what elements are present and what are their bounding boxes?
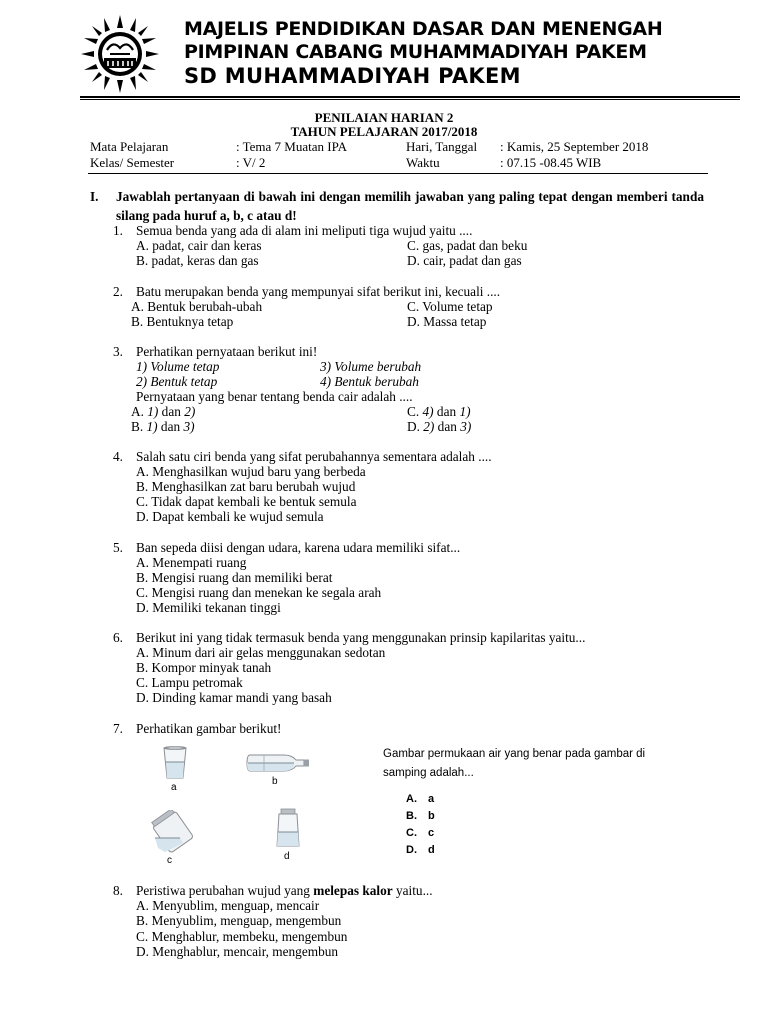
figure-label-c: c — [167, 855, 172, 866]
q3-option-c-conj: dan — [433, 404, 460, 419]
q6-text: Berikut ini yang tidak termasuk benda yang menggunakan prinsip kapilaritas yaitu... — [136, 630, 586, 645]
q3-option-b — [131, 419, 195, 434]
exam-year: TAHUN PELAJARAN 2017/2018 — [290, 124, 478, 139]
q7-side-line-1: Gambar permukaan air yang benar pada gambar di — [383, 748, 646, 760]
q5-number: 5. — [113, 540, 123, 555]
q7-option-a: a — [428, 793, 435, 805]
letterhead-rule-thick — [80, 96, 740, 98]
letterhead-school-name: SD MUHAMMADIYAH PAKEM — [184, 64, 521, 88]
q3-option-a-letter: A. — [131, 404, 144, 419]
q6-option-d: D. Dinding kamar mandi yang basah — [136, 690, 332, 705]
q8-number: 8. — [113, 883, 123, 898]
q3-option-c-first: 4) — [422, 404, 434, 419]
q4-option-c: C. Tidak dapat kembali ke bentuk semula — [136, 494, 357, 509]
q3-option-a-conj: dan — [158, 404, 185, 419]
q2-option-b: B. Bentuknya tetap — [131, 314, 234, 329]
q4-option-b: B. Menghasilkan zat baru berubah wujud — [136, 479, 356, 494]
q3-statement-1: 1) Volume tetap — [136, 359, 220, 374]
q1-option-a: A. padat, cair dan keras — [136, 238, 262, 253]
bottle-horizontal-icon — [246, 752, 310, 774]
q7-option-a-letter: A. — [406, 793, 417, 805]
exam-title: PENILAIAN HARIAN 2 — [314, 110, 454, 125]
q7-option-b-letter: B. — [406, 810, 417, 822]
q3-option-b-first: 1) — [146, 419, 158, 434]
q3-option-d — [407, 419, 471, 434]
figure-label-a: a — [171, 782, 177, 793]
q7-option-d: d — [428, 844, 435, 856]
q8-option-b: B. Menyublim, menguap, mengembun — [136, 913, 342, 928]
q3-option-c — [407, 404, 471, 419]
q6-option-a: A. Minum dari air gelas menggunakan sedotan — [136, 645, 386, 660]
class-label: Kelas/ Semester — [90, 155, 175, 170]
q3-option-b-letter: B. — [131, 419, 144, 434]
time-value: : 07.15 -08.45 WIB — [500, 155, 602, 170]
q3-text: Perhatikan pernyataan berikut ini! — [136, 344, 318, 359]
q5-option-b: B. Mengisi ruang dan memiliki berat — [136, 570, 333, 585]
section-instruction: Jawablah pertanyaan di bawah ini dengan memilih jawaban yang paling tepat dengan memberi tanda silang pada huruf a, b, c atau d! — [116, 189, 704, 223]
q4-option-d: D. Dapat kembali ke wujud semula — [136, 509, 324, 524]
q5-option-d: D. Memiliki tekanan tinggi — [136, 600, 281, 615]
figure-label-d: d — [284, 851, 290, 862]
q3-option-a-first: 1) — [147, 404, 159, 419]
date-value: : Kamis, 25 September 2018 — [500, 139, 649, 154]
q3-option-b-second: 3) — [183, 419, 195, 434]
q1-option-c: C. gas, padat dan beku — [407, 238, 528, 253]
q2-text: Batu merupakan benda yang mempunyai sifat berikut ini, kecuali .... — [136, 284, 501, 299]
q7-option-c-letter: C. — [406, 827, 417, 839]
q5-text: Ban sepeda diisi dengan udara, karena udara memiliki sifat... — [136, 540, 461, 555]
q2-option-a: A. Bentuk berubah-ubah — [131, 299, 263, 314]
q1-option-b: B. padat, keras dan gas — [136, 253, 259, 268]
muhammadiyah-logo-icon — [80, 14, 160, 94]
q6-option-b: B. Kompor minyak tanah — [136, 660, 272, 675]
header-divider — [88, 173, 708, 174]
q2-option-d: D. Massa tetap — [407, 314, 487, 329]
q8-text — [136, 883, 433, 898]
q8-text-pre: Peristiwa perubahan wujud yang — [136, 883, 314, 898]
q1-option-d: D. cair, padat dan gas — [407, 253, 522, 268]
glass-inverted-icon — [273, 808, 303, 848]
q3-option-d-conj: dan — [434, 419, 461, 434]
q3-option-d-second: 3) — [460, 419, 472, 434]
letterhead-text — [184, 18, 662, 89]
q8-option-d: D. Menghablur, mencair, mengembun — [136, 944, 339, 959]
q7-option-b: b — [428, 810, 435, 822]
q3-number: 3. — [113, 344, 123, 359]
q3-option-a-second: 2) — [184, 404, 196, 419]
date-label: Hari, Tanggal — [406, 139, 478, 154]
time-label: Waktu — [406, 155, 440, 170]
q3-statement-4: 4) Bentuk berubah — [320, 374, 419, 389]
q2-number: 2. — [113, 284, 123, 299]
glass-upright-icon — [160, 746, 190, 780]
q1-number: 1. — [113, 223, 123, 238]
subject-label: Mata Pelajaran — [90, 139, 169, 154]
q5-option-c: C. Mengisi ruang dan menekan ke segala arah — [136, 585, 382, 600]
figure-label-b: b — [272, 776, 278, 787]
section-number: I. — [90, 189, 99, 204]
class-value: : V/ 2 — [236, 155, 266, 170]
letterhead-line-1: MAJELIS PENDIDIKAN DASAR DAN MENENGAH — [184, 18, 663, 40]
q5-option-a: A. Menempati ruang — [136, 555, 247, 570]
letterhead-rule-thin — [80, 99, 740, 100]
q3-statement-3: 3) Volume berubah — [320, 359, 422, 374]
q8-text-post: yaitu... — [392, 883, 433, 898]
q4-text: Salah satu ciri benda yang sifat perubahannya sementara adalah .... — [136, 449, 492, 464]
jar-tilted-icon — [150, 810, 196, 854]
q3-option-d-first: 2) — [423, 419, 435, 434]
q6-number: 6. — [113, 630, 123, 645]
q7-text: Perhatikan gambar berikut! — [136, 721, 282, 736]
q8-text-bold: melepas kalor — [313, 883, 393, 898]
q4-option-a: A. Menghasilkan wujud baru yang berbeda — [136, 464, 366, 479]
q3-option-c-letter: C. — [407, 404, 420, 419]
q7-option-d-letter: D. — [406, 844, 417, 856]
q3-option-b-conj: dan — [157, 419, 184, 434]
q7-side-line-2: samping adalah... — [383, 767, 474, 779]
q8-option-a: A. Menyublim, menguap, mencair — [136, 898, 320, 913]
q3-question: Pernyataan yang benar tentang benda cair adalah .... — [136, 389, 413, 404]
q2-option-c: C. Volume tetap — [407, 299, 493, 314]
letterhead — [80, 12, 740, 97]
letterhead-line-2: PIMPINAN CABANG MUHAMMADIYAH PAKEM — [184, 41, 647, 63]
q3-option-a — [131, 404, 195, 419]
q3-option-d-letter: D. — [407, 419, 420, 434]
q8-option-c: C. Menghablur, membeku, mengembun — [136, 929, 348, 944]
subject-value: : Tema 7 Muatan IPA — [236, 139, 348, 154]
q4-number: 4. — [113, 449, 123, 464]
q3-option-c-second: 1) — [459, 404, 471, 419]
q7-option-c: c — [428, 827, 435, 839]
q1-text: Semua benda yang ada di alam ini meliputi tiga wujud yaitu .... — [136, 223, 473, 238]
q6-option-c: C. Lampu petromak — [136, 675, 243, 690]
q7-number: 7. — [113, 721, 123, 736]
q3-statement-2: 2) Bentuk tetap — [136, 374, 218, 389]
